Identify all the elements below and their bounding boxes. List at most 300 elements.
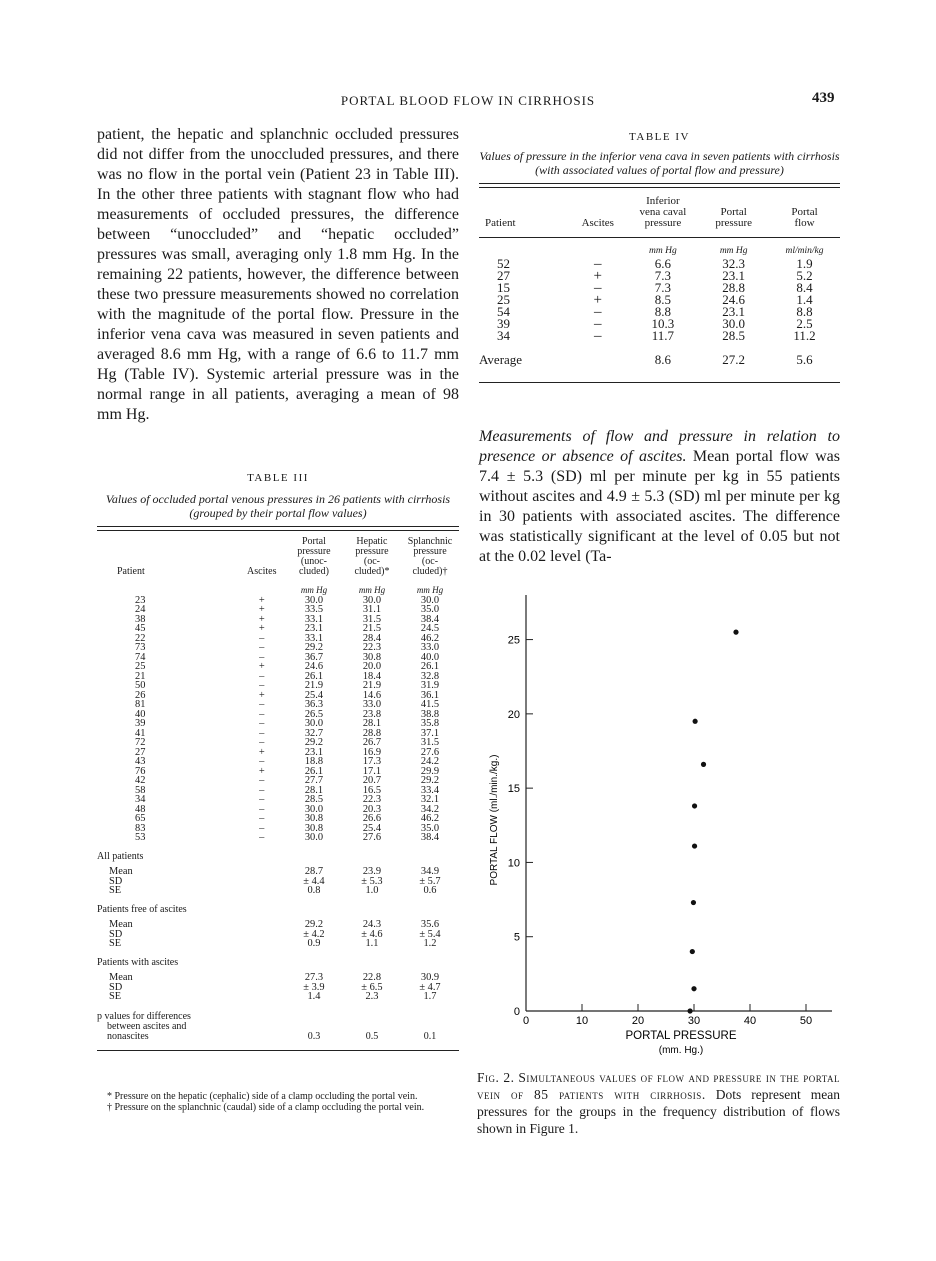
table-row (97, 757, 459, 767)
table-cell: 50 (135, 680, 146, 691)
table-cell: 27.7 (304, 775, 324, 786)
table-cell: 38.4 (420, 613, 440, 625)
table-row (97, 596, 459, 606)
stat-value: 1.4 (307, 991, 321, 1002)
table-cell: 26.5 (304, 708, 324, 720)
table-cell: – (259, 756, 265, 767)
header-ivc-pressure: Inferior vena caval pressure (639, 195, 687, 229)
x-tick-label: 20 (631, 1015, 645, 1027)
table-cell: 29.9 (420, 765, 440, 777)
pvalue-label-line: p values for differences (97, 1010, 191, 1022)
table-cell: 22 (135, 632, 146, 644)
stat-row (97, 992, 459, 1002)
empty-cell (239, 983, 285, 993)
table-cell: 18.4 (362, 670, 382, 682)
header-ascites: Ascites (581, 217, 614, 229)
table-cell: 8.8 (654, 304, 672, 319)
table-cell: 27 (497, 268, 510, 283)
table-cell: 23.1 (722, 304, 746, 319)
table-cell: – (594, 280, 602, 296)
header-patient: Patient (117, 566, 145, 577)
table-cell: 73 (135, 642, 146, 653)
table-cell: 30.0 (420, 594, 440, 606)
table-cell: 1.9 (796, 256, 813, 271)
header-portal-pressure: Portal pressure (715, 206, 752, 229)
table-cell: 30.0 (304, 594, 324, 606)
table-cell: 30.8 (362, 651, 382, 663)
stat-value: ± 5.7 (419, 875, 441, 887)
table-cell: – (594, 256, 602, 272)
table-row (97, 691, 459, 701)
stat-row (97, 983, 459, 993)
table-cell: 23.1 (722, 268, 746, 283)
table-cell: + (258, 765, 265, 777)
table-cell: 41.5 (420, 699, 440, 710)
table-cell: 23.1 (304, 746, 324, 758)
table-cell: – (259, 670, 265, 682)
table-cell: 28.1 (362, 718, 382, 729)
figure-caption-caps: Simultaneous values of flow and pressure in the portal vein of 85 patients with cirrhosis. (477, 1070, 840, 1102)
table-cell: 36.7 (304, 651, 324, 663)
table-cell: 31.9 (420, 680, 440, 691)
table-cell: 52 (497, 256, 510, 271)
table-cell: 27.6 (420, 746, 440, 758)
unit-cell: mm Hg (649, 246, 677, 256)
table-cell: + (258, 594, 265, 606)
rule-cell (97, 1042, 459, 1051)
table-cell: 40.0 (420, 651, 440, 663)
table-row (97, 662, 459, 672)
unit-cell: mm Hg (358, 585, 386, 595)
table-cell: 33.5 (304, 604, 324, 615)
table-4-caption: Values of pressure in the inferior vena cava in seven patients with cirrhosis (with associated values of portal flow and pressure) (479, 149, 840, 177)
stat-value: 34.9 (420, 866, 440, 877)
data-point (691, 986, 696, 991)
table-cell: + (258, 613, 265, 625)
average-value: 27.2 (722, 352, 746, 367)
x-axis-units: (mm. Hg.) (658, 1045, 704, 1056)
table-cell: 40 (135, 708, 146, 720)
table-cell: 48 (135, 803, 146, 815)
table-cell: – (594, 316, 602, 332)
table-cell: 35.0 (420, 822, 440, 834)
table-3-header-row (97, 531, 459, 581)
units-row (479, 238, 840, 259)
table-row (97, 681, 459, 691)
table-cell: 24.6 (304, 661, 324, 672)
table-cell: 10.3 (651, 316, 675, 331)
table-cell: – (594, 328, 602, 344)
table-3-body (97, 581, 459, 1050)
empty-cell (239, 861, 285, 877)
table-cell: 18.8 (304, 756, 324, 767)
y-tick-label: 0 (513, 1006, 520, 1018)
x-tick-label: 40 (743, 1015, 757, 1027)
y-tick-label: 5 (513, 931, 520, 944)
header-patient: Patient (485, 217, 516, 229)
table-cell: 36.1 (420, 689, 440, 701)
table-cell: 38.4 (420, 832, 440, 843)
stat-value: 0.6 (423, 885, 437, 896)
stat-value: ± 6.5 (361, 981, 383, 993)
stat-label: SE (109, 938, 122, 949)
header-portal-pressure: Portal pressure (unoc- cluded) (297, 536, 331, 577)
table-cell: 43 (135, 756, 146, 767)
table-cell: 29.2 (420, 775, 440, 786)
header-splanchnic-pressure: Splanchnic pressure (oc- cluded)† (407, 536, 453, 577)
stat-label: Mean (109, 919, 133, 930)
group-label-row (97, 896, 459, 915)
table-cell: + (258, 604, 265, 615)
table-cell: 21 (135, 670, 146, 682)
table-cell: – (259, 727, 265, 739)
table-cell: 34 (497, 328, 510, 343)
table-cell: – (259, 632, 265, 644)
table-cell: 20.7 (362, 775, 382, 786)
stat-value: 1.0 (365, 885, 379, 896)
stat-label: SE (109, 885, 122, 896)
left-paragraph: patient, the hepatic and splanchnic occluded pressures did not differ from the unoccluded pressures, and there was no flow in the portal vein (Patient 23 in Table III). In the other three patients with stagnant flow who had measurements of occluded pressures, the difference between “unoccluded” and “hepatic occluded” pressures was small, averaging only 1.8 mm Hg. In the remaining 22 patients, however, the difference between these two pressure measurements showed no correlation with the magnitude of the portal flow. Pressure in the inferior vena cava was measured in seven patients and averaged 8.6 mm Hg, with a range of 6.6 to 11.7 mm Hg (Table IV). Systemic arterial pressure was in the normal range in all patients, averaging a mean of 98 mm Hg. (97, 126, 459, 423)
data-point (690, 949, 695, 954)
table-cell: 30.0 (304, 803, 324, 815)
table-cell: 23.8 (362, 708, 382, 720)
stat-value: 28.7 (304, 866, 324, 877)
table-cell: 29.2 (304, 642, 324, 653)
table-cell: 23.1 (304, 623, 324, 634)
stat-value: 2.3 (365, 991, 379, 1002)
table-cell: – (594, 304, 602, 320)
group-label: Patients with ascites (97, 956, 179, 968)
table-row (97, 786, 459, 796)
table-cell: 23 (135, 594, 146, 606)
empty-cell (239, 930, 285, 940)
pvalue: 0.3 (307, 1030, 321, 1042)
table-cell: 24.2 (420, 756, 440, 767)
table-cell: – (259, 803, 265, 815)
empty-cell (239, 877, 285, 887)
table-cell: 35.0 (420, 604, 440, 615)
table-row (97, 624, 459, 634)
table-cell: 26.1 (304, 670, 324, 682)
units-row (97, 581, 459, 596)
table-cell: – (259, 708, 265, 720)
table-row (97, 805, 459, 815)
y-tick-label: 25 (507, 634, 520, 647)
empty-cell (239, 967, 285, 983)
table-cell: 8.8 (796, 304, 813, 319)
table-cell: 5.2 (796, 268, 813, 283)
table-cell: 30.0 (362, 594, 382, 606)
stat-label: SD (109, 981, 123, 993)
table-cell: 33.0 (420, 642, 440, 653)
stat-value: 24.3 (362, 919, 382, 930)
stat-row (97, 886, 459, 896)
stat-value: 35.6 (420, 919, 440, 930)
table-cell: 33.4 (420, 784, 440, 796)
table-cell: 20.0 (362, 661, 382, 672)
table-cell: 26 (135, 689, 146, 701)
group-label-row (97, 949, 459, 968)
table-cell: 24.6 (722, 292, 746, 307)
table-cell: 25 (135, 661, 146, 672)
table-row (97, 795, 459, 805)
table-cell: 38 (135, 613, 146, 625)
table-cell: – (259, 822, 265, 834)
page-number: 439 (812, 90, 835, 106)
average-value: 5.6 (796, 352, 813, 367)
stat-value: 0.9 (307, 938, 321, 949)
table-cell: 16.9 (362, 746, 382, 758)
table-cell: 26.7 (362, 737, 382, 748)
table-4-body (479, 238, 840, 383)
table-cell: 24 (135, 604, 146, 615)
table-cell: 27.6 (362, 832, 382, 843)
table-cell: 53 (135, 832, 146, 843)
y-axis-label: PORTAL FLOW (ml./min./kg.) (489, 754, 500, 886)
table-cell: 11.7 (651, 328, 675, 343)
table-cell: 33.1 (304, 613, 324, 625)
chart-axes (508, 595, 832, 1027)
empty-cell (239, 914, 285, 930)
pvalue: 0.1 (423, 1030, 437, 1042)
data-point (687, 1008, 692, 1013)
table-row (97, 615, 459, 625)
table-cell: 26.1 (420, 661, 440, 672)
stat-value: ± 5.4 (419, 928, 441, 940)
table-cell: – (259, 699, 265, 710)
table-cell: 45 (135, 623, 146, 634)
table-cell: 31.5 (362, 613, 382, 625)
table-cell: 17.3 (362, 756, 382, 767)
empty-cell (239, 939, 285, 949)
table-cell: 30.0 (304, 832, 324, 843)
figure-label: Fig. 2. (477, 1070, 515, 1085)
table-3-title: TABLE III (247, 472, 309, 484)
empty-cell (239, 992, 285, 1002)
table-cell: 74 (135, 651, 146, 663)
table-cell: 31.5 (420, 737, 440, 748)
table-cell: 33.1 (304, 632, 324, 644)
table-cell: – (259, 784, 265, 796)
table-4-header-row (479, 188, 840, 238)
data-point (701, 762, 706, 767)
table-cell: 15 (497, 280, 510, 295)
group-label: All patients (97, 850, 144, 862)
unit-cell: mm Hg (719, 246, 748, 256)
table-cell: 31.1 (362, 604, 382, 615)
data-point (692, 803, 697, 808)
table-cell: – (259, 651, 265, 663)
table-cell: 32.8 (420, 670, 440, 682)
table-cell: – (259, 794, 265, 805)
stat-label: Mean (109, 972, 133, 983)
table-row (97, 738, 459, 748)
stat-value: 30.9 (420, 972, 440, 983)
table-cell: 36.3 (304, 699, 324, 710)
table-row (97, 643, 459, 653)
unit-cell: mm Hg (300, 585, 328, 595)
table-row (97, 605, 459, 615)
table-cell: 6.6 (654, 256, 672, 271)
table-3-caption: Values of occluded portal venous pressures in 26 patients with cirrhosis (grouped by their portal flow values) (105, 492, 451, 520)
table-4-bottom-rule (479, 382, 840, 383)
table-row (97, 833, 459, 843)
stat-value: ± 4.6 (361, 928, 383, 940)
pvalue-label-line: between ascites and (107, 1020, 187, 1032)
table-row (479, 330, 840, 342)
table-cell: + (593, 292, 602, 308)
table-3-footnotes (97, 1092, 459, 1113)
stat-row (97, 861, 459, 877)
table-cell: 72 (135, 737, 146, 748)
table-cell: – (259, 813, 265, 824)
table-cell: 28.8 (722, 280, 746, 295)
table-cell: 26.1 (304, 765, 324, 777)
table-cell: 28.1 (304, 784, 324, 796)
table-cell: 26.6 (362, 813, 382, 824)
table-4 (479, 131, 840, 383)
stat-value: 1.1 (365, 938, 379, 949)
unit-cell: ml/min/kg (785, 246, 824, 256)
table-cell: 58 (135, 784, 146, 796)
stat-value: 0.8 (307, 885, 321, 896)
paragraph-body: Mean portal flow was 7.4 ± 5.3 (SD) ml per minute per kg in 55 patients without ascites and 4.9 ± 5.3 (SD) ml per minute per kg in 30 patients with associated ascites. The difference was statistically significant at the level of 0.05 but not at the 0.02 level (Ta- (479, 448, 840, 565)
data-point (693, 719, 698, 724)
table-cell: 28.5 (304, 794, 324, 805)
table-cell: 30.0 (304, 718, 324, 729)
table-cell: 28.4 (362, 632, 382, 644)
header-hepatic-pressure: Hepatic pressure (oc- cluded)* (354, 536, 390, 577)
table-row (97, 634, 459, 644)
x-axis-label: PORTAL PRESSURE (625, 1030, 737, 1042)
table-cell: 16.5 (362, 784, 382, 796)
table-cell: 42 (135, 775, 146, 786)
stat-value: ± 4.7 (419, 981, 441, 993)
running-head: PORTAL BLOOD FLOW IN CIRRHOSIS (340, 93, 596, 108)
table-row (97, 719, 459, 729)
stat-label: SD (109, 875, 123, 887)
table-4-grid (479, 188, 840, 382)
table-cell: 34.2 (420, 803, 440, 815)
table-3 (97, 472, 459, 1051)
table-cell: 25.4 (304, 689, 324, 701)
stat-value: ± 4.4 (303, 875, 325, 887)
stat-row (97, 930, 459, 940)
stat-value: 23.9 (362, 866, 382, 877)
table-cell: + (258, 623, 265, 634)
average-row (479, 342, 840, 382)
unit-cell: mm Hg (416, 585, 444, 595)
stat-label: SE (109, 991, 122, 1002)
table-cell: 37.1 (420, 727, 440, 739)
stat-value: 1.2 (423, 938, 437, 949)
table-row (97, 748, 459, 758)
table-cell: 14.6 (362, 689, 382, 701)
table-row (97, 653, 459, 663)
table-row (97, 729, 459, 739)
table-cell: 30.8 (304, 813, 324, 824)
table-cell: 22.3 (362, 642, 382, 653)
right-paragraph (479, 427, 840, 567)
table-cell: 41 (135, 727, 146, 739)
table-cell: 83 (135, 822, 146, 834)
table-row (97, 814, 459, 824)
table-cell: 39 (135, 718, 146, 729)
stat-row (97, 939, 459, 949)
table-cell: – (259, 832, 265, 843)
figure-caption (477, 1069, 840, 1137)
stat-value: 29.2 (304, 919, 324, 930)
table-cell: 21.5 (362, 623, 382, 634)
table-cell: 17.1 (362, 765, 382, 777)
table-cell: 27 (135, 746, 146, 758)
header-portal-flow: Portal flow (791, 206, 818, 229)
pvalue-label (97, 1002, 285, 1042)
table-cell: 46.2 (420, 813, 440, 824)
table-3-grid (97, 531, 459, 1051)
stat-value: ± 3.9 (303, 981, 325, 993)
table-cell: 30.0 (722, 316, 746, 331)
table-cell: 35.8 (420, 718, 440, 729)
x-tick-label: 10 (575, 1015, 589, 1027)
table-cell: 28.8 (362, 727, 382, 739)
table-cell: 28.5 (722, 328, 746, 343)
table-cell: 32.1 (420, 794, 440, 805)
footnote-hepatic: * Pressure on the hepatic (cephalic) side of a clamp occluding the portal vein. (107, 1091, 418, 1102)
paragraph-italic-lead: Measurements of flow and pressure in relation to presence or absence of ascites. (479, 428, 840, 465)
table-cell: – (259, 642, 265, 653)
table-cell: + (258, 746, 265, 758)
x-tick-label: 0 (522, 1015, 530, 1027)
table-cell: 25.4 (362, 822, 382, 834)
data-point (733, 630, 738, 635)
table-cell: 22.3 (362, 794, 382, 805)
stat-row (97, 877, 459, 887)
table-cell: 30.8 (304, 822, 324, 834)
table-cell: 7.3 (654, 268, 672, 283)
table-cell: + (258, 661, 265, 672)
table-cell: 1.4 (796, 292, 813, 307)
table-cell: – (259, 718, 265, 729)
data-point (692, 843, 697, 848)
table-row (97, 776, 459, 786)
table-cell: 21.9 (362, 680, 382, 691)
table-cell: + (593, 268, 602, 284)
stat-label: Mean (109, 866, 133, 877)
y-tick-label: 20 (507, 708, 520, 721)
stat-row (97, 914, 459, 930)
stat-value: 1.7 (423, 991, 437, 1002)
table-cell: 8.5 (654, 292, 672, 307)
x-tick-label: 30 (687, 1015, 701, 1027)
table-cell: + (258, 689, 265, 701)
table-row (97, 672, 459, 682)
table-row (97, 710, 459, 720)
table-cell: – (259, 775, 265, 786)
table-cell: 32.3 (722, 256, 746, 271)
table-bottom-rule (97, 1042, 459, 1051)
stat-row (97, 967, 459, 983)
empty-cell (239, 886, 285, 896)
pvalue-label-line: nonascites (107, 1030, 149, 1042)
x-tick-label: 50 (799, 1015, 813, 1027)
table-4-title: TABLE IV (629, 131, 690, 143)
table-row (97, 700, 459, 710)
table-cell: 81 (135, 699, 146, 710)
table-cell: 24.5 (420, 623, 440, 634)
table-cell: 20.3 (362, 803, 382, 815)
group-label: Patients free of ascites (97, 903, 187, 915)
